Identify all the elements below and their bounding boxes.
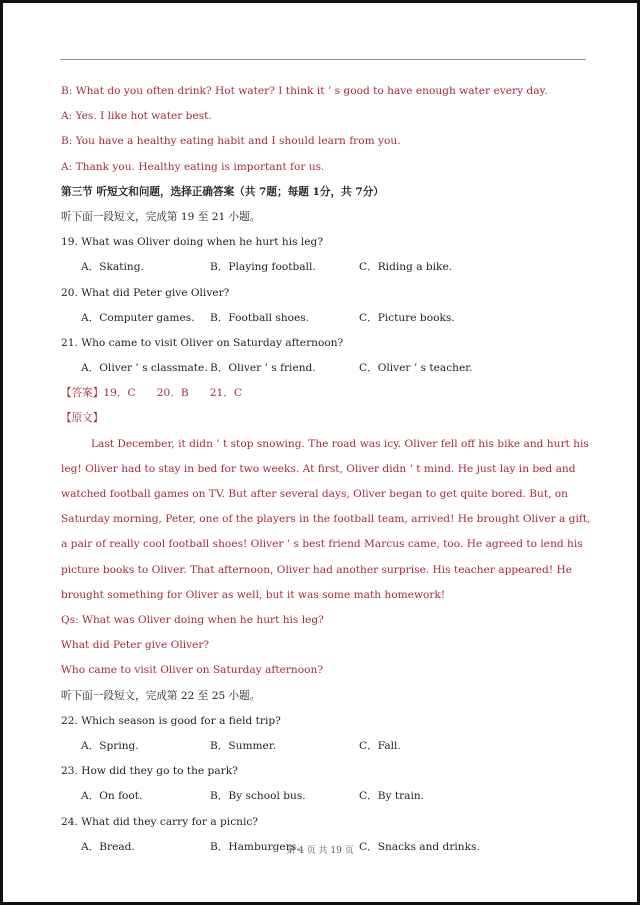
option-b: B．By school bus. [210, 790, 306, 803]
option-c: C．Snacks and drinks. [359, 840, 480, 853]
option-b: B．Summer. [210, 739, 277, 752]
question: 23. How did they go to the park? [61, 765, 238, 778]
original-text-label: 【原文】 [61, 412, 104, 425]
option-c: C．Oliver ’ s teacher. [359, 362, 473, 375]
question: 24. What did they carry for a picnic? [61, 815, 258, 828]
option-a: A．Bread. [81, 840, 135, 853]
page-content [61, 79, 591, 860]
option-a: A．Oliver ’ s classmate. [81, 362, 208, 375]
answer-options [61, 306, 591, 331]
passage-text: Last December, it didn ’ t stop snowing. The road was icy. Oliver fell off his bike and hurt his leg! Oliver had to stay in bed for two weeks. At first, Oliver didn ’ t mind. He just lay in bed and watched football games on TV. But after several days, Oliver began to get quite bored. But, on Saturday morning, Peter, one of the players in the football team, arrived! He brought Oliver a gift, a pair of really cool football shoes! Oliver ’ s best friend Marcus came, too. He agreed to lend his picture books to Oliver. That afternoon, Oliver had another surprise. His teacher appeared! He brought something for Oliver as well, but it was some math homework! [61, 437, 591, 601]
answer-options [61, 356, 591, 381]
question: 20. What did Peter give Oliver? [61, 286, 230, 299]
answer-options [61, 784, 591, 809]
questions-recap: What did Peter give Oliver? [61, 639, 210, 652]
dialogue-line: B: What do you often drink? Hot water? I think it ’ s good to have enough water every day. [61, 85, 548, 97]
option-a: A．Spring. [81, 739, 139, 752]
instruction: 听下面一段短文，完成第 22 至 25 小题。 [61, 689, 261, 702]
page-number: 第 4 页 共 19 页 [286, 846, 354, 856]
section-heading: 第三节 听短文和问题，选择正确答案（共 7题；每题 1分，共 7分） [61, 185, 384, 198]
option-a: A．Computer games. [81, 311, 195, 324]
option-c: C．Picture books. [359, 311, 455, 324]
question: 22. Which season is good for a field trip? [61, 714, 281, 727]
option-a: A．Skating. [81, 261, 144, 274]
answer-options [61, 734, 591, 759]
dialogue-line: A: Yes. I like hot water best. [61, 110, 212, 123]
question: 21. Who came to visit Oliver on Saturday afternoon? [61, 336, 344, 349]
header-rule [60, 59, 586, 60]
question: 19. What was Oliver doing when he hurt his leg? [61, 236, 323, 249]
option-c: C．Fall. [359, 739, 401, 752]
option-b: B．Oliver ’ s friend. [210, 362, 316, 375]
option-c: C．Riding a bike. [359, 261, 453, 274]
answer-options [61, 255, 591, 280]
questions-recap: Who came to visit Oliver on Saturday afternoon? [61, 664, 324, 677]
option-b: B．Hamburgers. [210, 840, 300, 853]
option-b: B．Playing football. [210, 261, 316, 274]
questions-recap: Qs: What was Oliver doing when he hurt his leg? [61, 614, 324, 627]
option-c: C．By train. [359, 790, 425, 803]
option-a: A．On foot. [81, 790, 143, 803]
option-b: B．Football shoes. [210, 311, 310, 324]
dialogue-line: A: Thank you. Healthy eating is important for us. [61, 160, 325, 173]
dialogue-line: B: You have a healthy eating habit and I should learn from you. [61, 135, 401, 148]
answer-key: 【答案】19．C 20．B 21．C [61, 387, 242, 400]
instruction: 听下面一段短文，完成第 19 至 21 小题。 [61, 210, 261, 223]
